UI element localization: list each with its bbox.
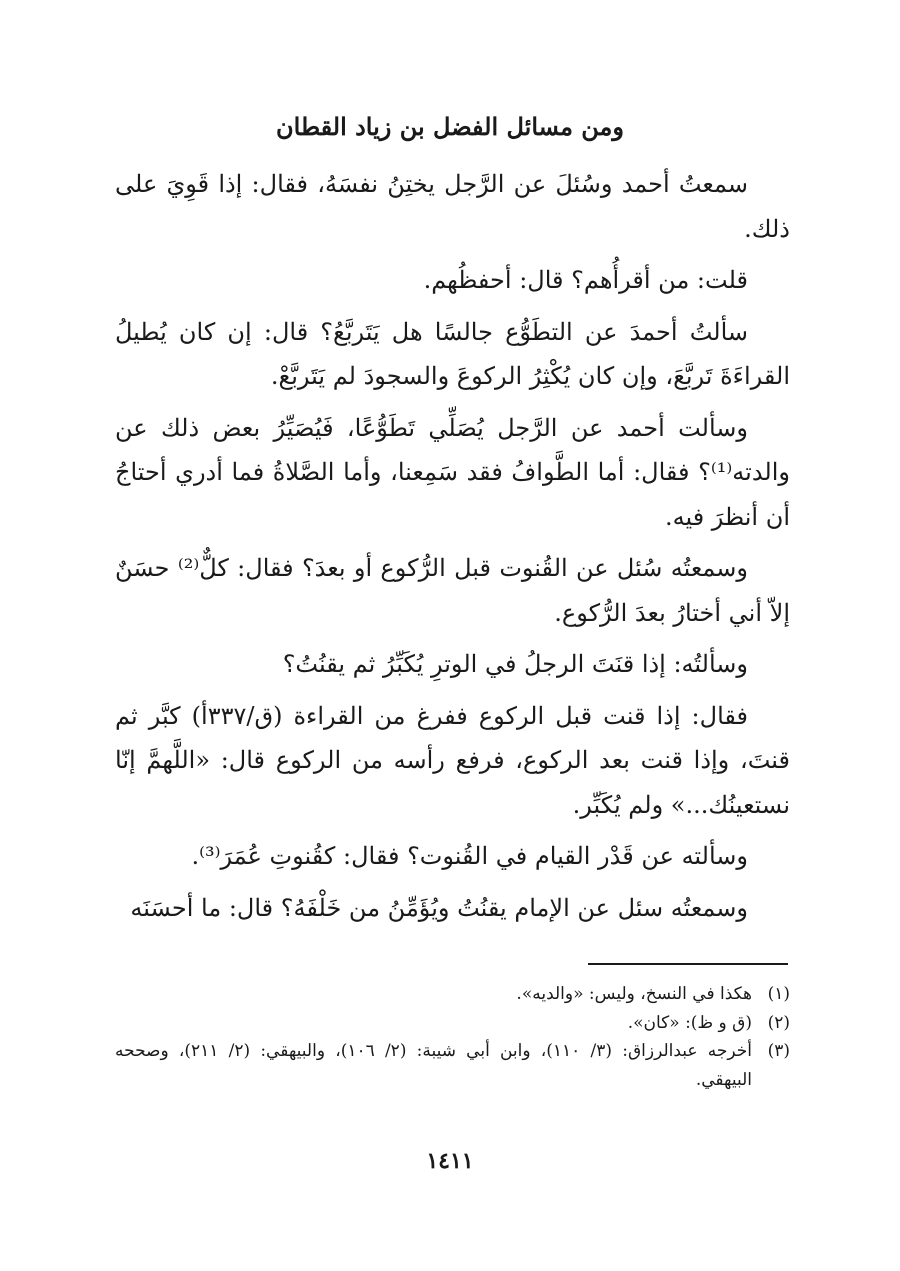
paragraph: وسمعتُه سُئل عن القُنوت قبل الرُّكوع أو بعدَ؟ فقال: كلٌّ⁽²⁾ حسَنٌ إلاّ أني أختارُ بعدَ الرُّكوع.: [115, 554, 790, 627]
footnote-item: [115, 1009, 790, 1038]
page-number: ١٤١١: [426, 1148, 474, 1174]
paragraph: وسألته عن قَدْر القيام في القُنوت؟ فقال: كقُنوتِ عُمَرَ⁽³⁾.: [191, 842, 748, 870]
footnote-text: أخرجه عبدالرزاق: (٣/ ١١٠)، وابن أبي شيبة: (٢/ ١٠٦)، والبيهقي: (٢/ ٢١١)، وصححه البيهقي.: [115, 1041, 752, 1090]
paragraph: قلت: من أقرأُهم؟ قال: أحفظُهم.: [423, 266, 748, 294]
footnote-item: [115, 980, 790, 1009]
footnote-divider: [588, 963, 788, 965]
paragraph: سمعتُ أحمد وسُئلَ عن الرَّجل يختِنُ نفسَهُ، فقال: إذا قَوِيَ على ذلك.: [115, 170, 790, 243]
footnote-number: (٢): [767, 1012, 790, 1033]
footnote-number: (١): [767, 984, 790, 1004]
paragraph: وسألت أحمد عن الرَّجل يُصَلِّي تَطَوُّعًا، فَيُصَيِّرُ بعض ذلك عن والدته⁽¹⁾؟ فقال: أما الطَّوافُ فقد سَمِعنا، وأما الصَّلاةُ فما أدري أحتاجُ أن أنظرَ فيه.: [115, 413, 790, 531]
footnote-item: [115, 1037, 790, 1094]
section-heading: ومن مسائل الفضل بن زياد القطان: [276, 112, 624, 141]
body-text: [115, 162, 790, 937]
paragraph: وسمعتُه سئل عن الإمام يقنُتُ ويُؤَمِّنُ من خَلْفَهُ؟ قال: ما أحسَنَه: [130, 893, 748, 922]
footnote-text: (ق و ظ): «كان».: [627, 1012, 752, 1033]
paragraph: فقال: إذا قنت قبل الركوع ففرغ من القراءة (ق/٣٣٧أ) كبَّر ثم قنتَ، وإذا قنت بعد الركوع، فرفع رأسه من الركوع قال: «اللَّهمَّ إنّا نستعينُك...» ولم يُكَبِّر.: [115, 701, 790, 819]
footnotes: [115, 980, 790, 1094]
footnote-number: (٣): [767, 1041, 790, 1061]
footnote-text: هكذا في النسخ، وليس: «والديه».: [516, 984, 752, 1004]
paragraph: وسألتُه: إذا قنَتَ الرجلُ في الوترِ يُكَبِّرُ ثم يقنُتُ؟: [282, 650, 748, 678]
paragraph: سألتُ أحمدَ عن التطَوُّع جالسًا هل يَتَربَّعُ؟ قال: إن كان يُطيلُ القراءَةَ تَربَّعَ، وإن كان يُكْثِرُ الركوعَ والسجودَ لم يَتَربَّعْ.: [115, 317, 790, 390]
